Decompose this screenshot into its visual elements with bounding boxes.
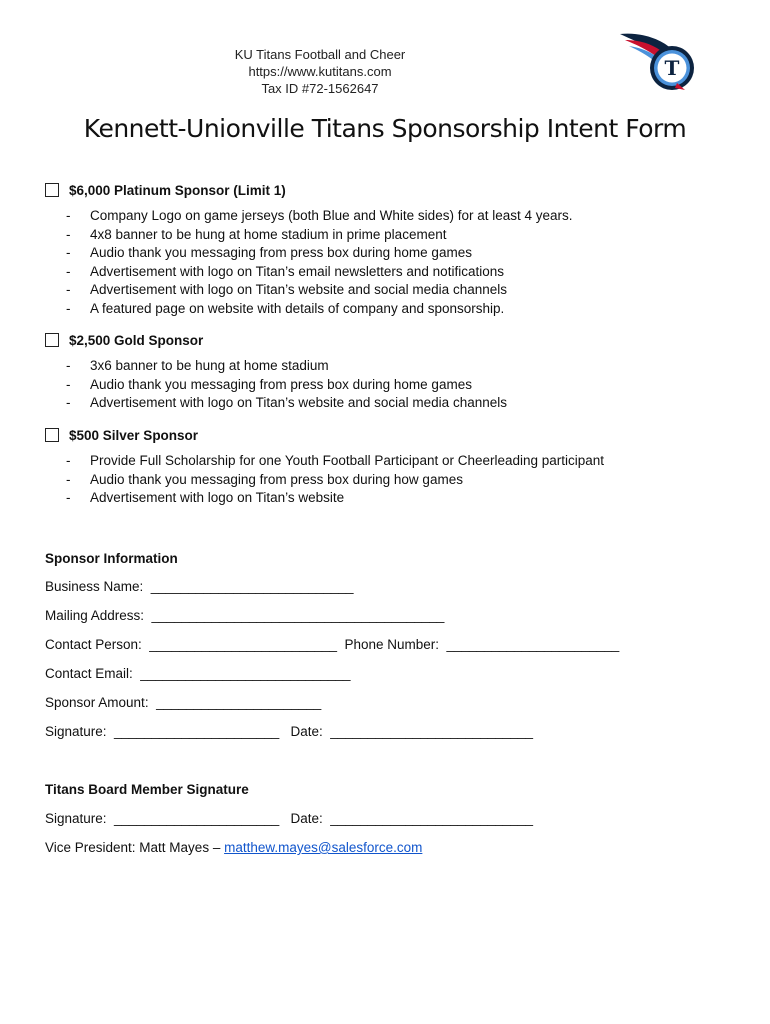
platinum-benefits xyxy=(45,207,573,319)
header-block xyxy=(170,46,470,97)
sponsor-signature-field[interactable]: Signature: ______________________ Date: ___________________________ xyxy=(45,724,533,739)
board-signature-field[interactable]: Signature: ______________________ Date: ___________________________ xyxy=(45,811,533,826)
org-name: KU Titans Football and Cheer xyxy=(234,47,406,62)
tier-label: $2,500 Gold Sponsor xyxy=(69,332,204,348)
list-item: - 3x6 banner to be hung at home stadium xyxy=(45,357,507,376)
list-item: - Audio thank you messaging from press box during how games xyxy=(45,471,604,490)
list-item: - Audio thank you messaging from press box during home games xyxy=(45,244,573,263)
list-item: - Advertisement with logo on Titan’s website and social media channels xyxy=(45,281,573,300)
tier-label: $6,000 Platinum Sponsor (Limit 1) xyxy=(69,182,286,198)
list-item: - A featured page on website with details of company and sponsorship. xyxy=(45,300,573,319)
tax-id: Tax ID #72-1562647 xyxy=(261,81,379,96)
tier-silver xyxy=(45,425,604,508)
business-name-field[interactable]: Business Name: ___________________________ xyxy=(45,579,354,594)
list-item: - Audio thank you messaging from press box during home games xyxy=(45,376,507,395)
gold-checkbox[interactable] xyxy=(45,333,59,347)
list-item: - 4x8 banner to be hung at home stadium in prime placement xyxy=(45,226,573,245)
silver-checkbox[interactable] xyxy=(45,428,59,442)
mailing-address-field[interactable]: Mailing Address: _______________________________________ xyxy=(45,608,445,623)
tier-label: $500 Silver Sponsor xyxy=(69,427,199,443)
logo-letter: T xyxy=(664,56,680,80)
tier-gold xyxy=(45,330,507,413)
titans-logo-icon xyxy=(615,28,705,98)
vice-president-line xyxy=(45,840,422,855)
list-item: - Advertisement with logo on Titan’s website xyxy=(45,489,604,508)
list-item: - Advertisement with logo on Titan’s website and social media channels xyxy=(45,394,507,413)
list-item: - Provide Full Scholarship for one Youth Football Participant or Cheerleading participant xyxy=(45,452,604,471)
gold-benefits xyxy=(45,357,507,413)
page-title: Kennett-Unionville Titans Sponsorship Intent Form xyxy=(83,114,687,143)
contact-phone-field[interactable]: Contact Person: _________________________ Phone Number: _______________________ xyxy=(45,637,620,652)
sponsor-amount-field[interactable]: Sponsor Amount: ______________________ xyxy=(45,695,322,710)
platinum-checkbox[interactable] xyxy=(45,183,59,197)
vp-email-link[interactable]: matthew.mayes@salesforce.com xyxy=(224,840,423,855)
org-url: https://www.kutitans.com xyxy=(248,64,392,79)
silver-benefits xyxy=(45,452,604,508)
board-signature-title: Titans Board Member Signature xyxy=(45,782,249,797)
contact-email-field[interactable]: Contact Email: ____________________________ xyxy=(45,666,351,681)
tier-platinum xyxy=(45,180,573,319)
list-item: - Advertisement with logo on Titan’s email newsletters and notifications xyxy=(45,263,573,282)
sponsor-info-title: Sponsor Information xyxy=(45,551,178,566)
list-item: - Company Logo on game jerseys (both Blue and White sides) for at least 4 years. xyxy=(45,207,573,226)
vp-label: Vice President: Matt Mayes – xyxy=(45,840,225,855)
